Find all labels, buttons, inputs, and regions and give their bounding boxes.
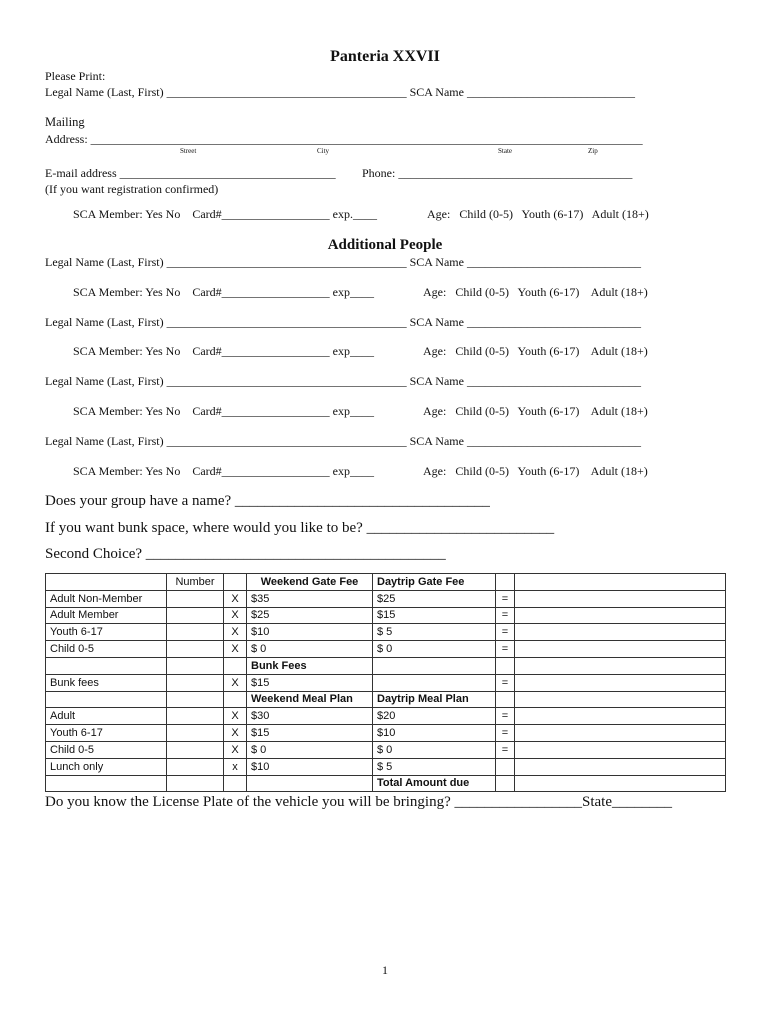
- fee-cell-equals: =: [496, 641, 515, 658]
- fee-cell-daytrip-fee: $25: [373, 590, 496, 607]
- fee-cell-amount[interactable]: [515, 641, 726, 658]
- address-state-label: State: [498, 147, 512, 155]
- phone-field[interactable]: Phone: _______________________________________: [362, 166, 633, 180]
- fee-cell-number[interactable]: [167, 725, 224, 742]
- fee-cell-times: x: [224, 758, 247, 775]
- fee-cell-amount[interactable]: [515, 741, 726, 758]
- additional-people-heading: Additional People: [327, 237, 443, 253]
- address-city-label: City: [317, 147, 330, 155]
- fee-cell-amount[interactable]: [515, 624, 726, 641]
- fee-cell-number[interactable]: [167, 607, 224, 624]
- fee-cell-equals: =: [496, 741, 515, 758]
- fee-cell-category: Adult: [46, 708, 167, 725]
- fee-cell-amount[interactable]: [515, 725, 726, 742]
- fee-cell-number[interactable]: [167, 758, 224, 775]
- fee-cell-amount[interactable]: [515, 758, 726, 775]
- fee-cell-number[interactable]: [167, 708, 224, 725]
- fee-cell-times: X: [224, 590, 247, 607]
- address-street-label: Street: [180, 147, 197, 155]
- group-name-field[interactable]: Does your group have a name? __________________________________: [45, 493, 490, 509]
- fee-cell-daytrip-fee: $ 0: [373, 741, 496, 758]
- fee-cell-amount[interactable]: [515, 775, 726, 792]
- fee-cell-amount[interactable]: [515, 607, 726, 624]
- fee-cell-weekend-fee: $35: [247, 590, 373, 607]
- fee-cell-equals: =: [496, 590, 515, 607]
- fee-table-row: [46, 725, 726, 742]
- fee-table-row: [46, 574, 726, 591]
- fee-table-row: [46, 775, 726, 792]
- fee-cell-daytrip-fee: Daytrip Gate Fee: [373, 574, 496, 591]
- fee-cell-times: [224, 657, 247, 674]
- fee-cell-number[interactable]: [167, 657, 224, 674]
- fee-cell-daytrip-fee: $ 5: [373, 758, 496, 775]
- fee-table-row: [46, 674, 726, 691]
- fee-cell-amount[interactable]: [515, 590, 726, 607]
- address-field[interactable]: Address: ____________________________________________________________________________________________: [45, 132, 643, 146]
- person-5-member-line[interactable]: SCA Member: Yes No Card#__________________ exp____: [73, 464, 375, 478]
- fee-cell-number[interactable]: [167, 674, 224, 691]
- fee-table-row: [46, 657, 726, 674]
- fee-cell-daytrip-fee: $10: [373, 725, 496, 742]
- fee-cell-times: X: [224, 708, 247, 725]
- fee-cell-weekend-fee: $10: [247, 624, 373, 641]
- fee-cell-category: [46, 691, 167, 708]
- person-3-legal-name-field[interactable]: Legal Name (Last, First) ________________________________________ SCA Name _____________________________: [45, 315, 641, 329]
- fee-cell-number[interactable]: [167, 590, 224, 607]
- primary-member-line[interactable]: SCA Member: Yes No Card#__________________ exp.____: [73, 207, 378, 221]
- fee-cell-times: [224, 775, 247, 792]
- fee-cell-number[interactable]: [167, 691, 224, 708]
- fee-cell-weekend-fee: $30: [247, 708, 373, 725]
- fee-cell-number[interactable]: [167, 641, 224, 658]
- fee-table-row: [46, 758, 726, 775]
- fee-cell-number: Number: [167, 574, 224, 591]
- fee-cell-equals: [496, 758, 515, 775]
- person-4-member-line[interactable]: SCA Member: Yes No Card#__________________ exp____: [73, 404, 375, 418]
- fee-cell-daytrip-fee: [373, 674, 496, 691]
- fee-cell-category: Youth 6-17: [46, 725, 167, 742]
- fee-cell-weekend-fee: Weekend Meal Plan: [247, 691, 373, 708]
- fee-cell-daytrip-fee: [373, 657, 496, 674]
- fee-cell-number[interactable]: [167, 624, 224, 641]
- fee-cell-equals: =: [496, 624, 515, 641]
- fee-cell-daytrip-fee: $20: [373, 708, 496, 725]
- fee-cell-equals: =: [496, 674, 515, 691]
- fee-cell-amount[interactable]: [515, 674, 726, 691]
- fee-cell-times: X: [224, 741, 247, 758]
- fee-cell-category: [46, 574, 167, 591]
- fee-cell-category: Lunch only: [46, 758, 167, 775]
- fee-cell-weekend-fee: Weekend Gate Fee: [247, 574, 373, 591]
- fee-cell-times: X: [224, 607, 247, 624]
- fee-cell-category: [46, 657, 167, 674]
- fee-cell-number[interactable]: [167, 775, 224, 792]
- fee-cell-times: X: [224, 624, 247, 641]
- person-2-member-line[interactable]: SCA Member: Yes No Card#__________________ exp____: [73, 285, 375, 299]
- fee-cell-amount[interactable]: [515, 657, 726, 674]
- fee-cell-amount[interactable]: [515, 691, 726, 708]
- fee-cell-category: Youth 6-17: [46, 624, 167, 641]
- second-choice-field[interactable]: Second Choice? ________________________________________: [45, 546, 446, 562]
- address-zip-label: Zip: [588, 147, 598, 155]
- fee-cell-daytrip-fee: $ 0: [373, 641, 496, 658]
- fee-cell-equals: [496, 691, 515, 708]
- bunk-space-field[interactable]: If you want bunk space, where would you like to be? _________________________: [45, 520, 555, 536]
- fee-cell-equals: [496, 657, 515, 674]
- fee-cell-weekend-fee: $10: [247, 758, 373, 775]
- primary-age-options[interactable]: Age: Child (0-5) Youth (6-17) Adult (18+): [427, 207, 649, 221]
- fee-cell-equals: =: [496, 725, 515, 742]
- person-4-legal-name-field[interactable]: Legal Name (Last, First) ________________________________________ SCA Name _____________________________: [45, 374, 641, 388]
- fee-cell-weekend-fee: $25: [247, 607, 373, 624]
- fee-cell-times: X: [224, 725, 247, 742]
- fee-table-row: [46, 641, 726, 658]
- fee-cell-daytrip-fee: Total Amount due: [373, 775, 496, 792]
- fee-cell-times: X: [224, 674, 247, 691]
- fee-cell-amount[interactable]: [515, 708, 726, 725]
- fee-cell-weekend-fee: $15: [247, 725, 373, 742]
- fee-cell-equals: =: [496, 607, 515, 624]
- fee-cell-daytrip-fee: $ 5: [373, 624, 496, 641]
- form-title: Panteria XXVII: [330, 48, 440, 65]
- fee-cell-weekend-fee: $15: [247, 674, 373, 691]
- person-2-age-options[interactable]: Age: Child (0-5) Youth (6-17) Adult (18+): [423, 285, 648, 299]
- person-2-legal-name-field[interactable]: Legal Name (Last, First) ________________________________________ SCA Name _____________________________: [45, 255, 641, 269]
- fee-cell-equals: =: [496, 708, 515, 725]
- fee-cell-weekend-fee: Bunk Fees: [247, 657, 373, 674]
- license-plate-field[interactable]: Do you know the License Plate of the vehicle you will be bringing? _________________State________: [45, 794, 672, 810]
- fee-cell-times: [224, 691, 247, 708]
- person-3-age-options[interactable]: Age: Child (0-5) Youth (6-17) Adult (18+): [423, 344, 648, 358]
- person-3-member-line[interactable]: SCA Member: Yes No Card#__________________ exp____: [73, 344, 375, 358]
- fee-cell-times: X: [224, 641, 247, 658]
- fee-cell-equals: [496, 574, 515, 591]
- person-4-age-options[interactable]: Age: Child (0-5) Youth (6-17) Adult (18+): [423, 404, 648, 418]
- fee-cell-category: Child 0-5: [46, 641, 167, 658]
- fee-table-row: [46, 607, 726, 624]
- page-number: 1: [382, 963, 388, 977]
- fee-table: [45, 573, 726, 792]
- fee-cell-weekend-fee: $ 0: [247, 641, 373, 658]
- fee-cell-category: Adult Member: [46, 607, 167, 624]
- fee-cell-daytrip-fee: $15: [373, 607, 496, 624]
- fee-cell-category: Bunk fees: [46, 674, 167, 691]
- confirm-note: (If you want registration confirmed): [45, 182, 219, 196]
- primary-legal-name-field[interactable]: Legal Name (Last, First) ________________________________________ SCA Name ____________________________: [45, 85, 635, 99]
- fee-cell-weekend-fee: $ 0: [247, 741, 373, 758]
- mailing-label: Mailing: [45, 115, 85, 129]
- fee-cell-times: [224, 574, 247, 591]
- fee-table-row: [46, 590, 726, 607]
- fee-cell-number[interactable]: [167, 741, 224, 758]
- fee-table-row: [46, 624, 726, 641]
- person-5-legal-name-field[interactable]: Legal Name (Last, First) ________________________________________ SCA Name _____________________________: [45, 434, 641, 448]
- fee-table-row: [46, 708, 726, 725]
- fee-table-row: [46, 741, 726, 758]
- fee-cell-category: Adult Non-Member: [46, 590, 167, 607]
- please-print-label: Please Print:: [45, 69, 106, 83]
- fee-cell-category: [46, 775, 167, 792]
- email-field[interactable]: E-mail address ____________________________________: [45, 166, 336, 180]
- fee-cell-weekend-fee: [247, 775, 373, 792]
- fee-cell-daytrip-fee: Daytrip Meal Plan: [373, 691, 496, 708]
- fee-cell-amount: [515, 574, 726, 591]
- fee-cell-category: Child 0-5: [46, 741, 167, 758]
- person-5-age-options[interactable]: Age: Child (0-5) Youth (6-17) Adult (18+): [423, 464, 648, 478]
- fee-table-row: [46, 691, 726, 708]
- fee-cell-equals: [496, 775, 515, 792]
